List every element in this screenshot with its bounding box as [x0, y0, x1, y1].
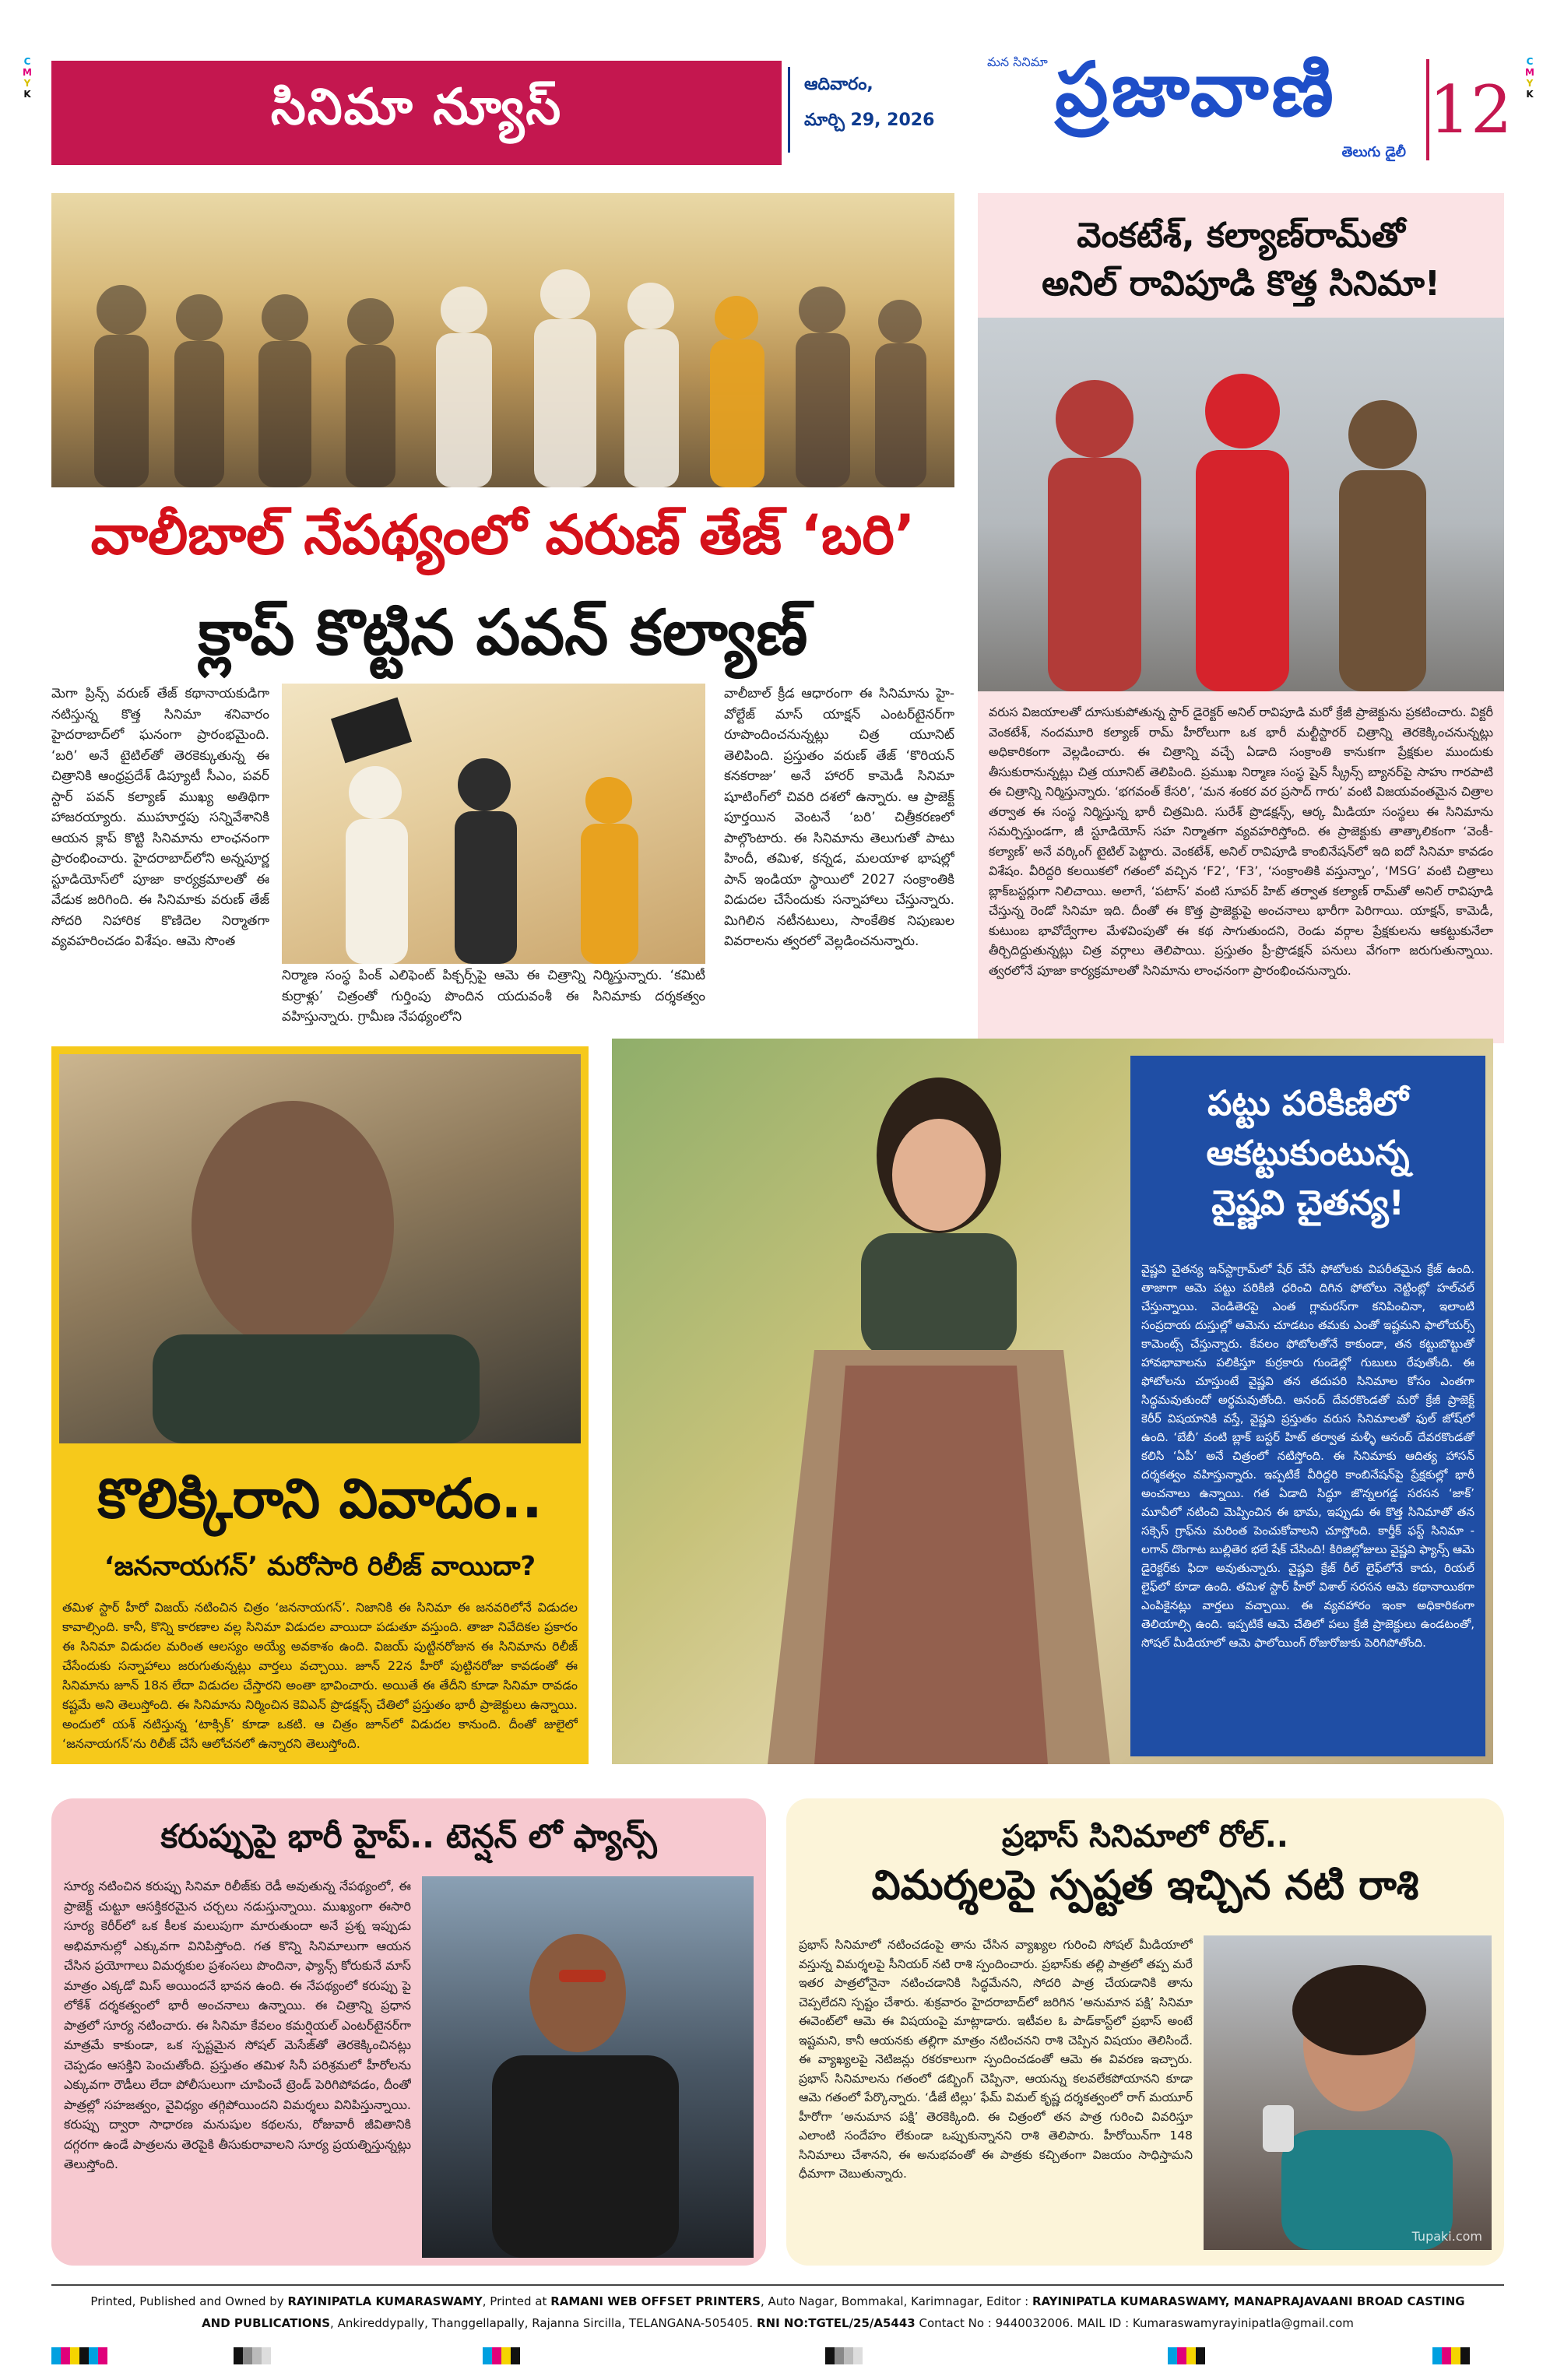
registration-strip-6: [1432, 2347, 1470, 2364]
vijay-body: తమిళ స్టార్ హీరో విజయ్ నటించిన చిత్రం ‘జననాయగన్’. నిజానికి ఈ సినిమా ఈ జనవరిలోనే విడుదల కావాల్సింది. కానీ, కొన్ని కారణాల వల్ల సినిమా విడుదల వాయిదా పడుతూ వస్తుంది. తాజా నివేదికల ప్రకారం ఈ సినిమా విడుదల మరింత ఆలస్యం అయ్యే అవకాశం ఉంది. విజయ్ పుట్టినరోజున ఈ సినిమాను రిలీజ్ చేసేందుకు సన్నాహాలు జరుగుతున్నట్లు వార్తలు వచ్చాయి. జూన్ 22న హీరో పుట్టినరోజు కావడంతో ఈ సినిమాను జూన్ 18న లేదా విడుదల చేస్తారని అంతా భావించారు. అయితే ఈ తేదీని కూడా సినిమా రావడం కష్టమే అని తెలుస్తోంది. ఈ సినిమాను నిర్మించిన కెవిఎన్ ప్రొడక్షన్స్ చేతిలో ప్రస్తుతం భారీ ప్రాజెక్టులు ఉన్నాయి. అందులో యశ్ నటిస్తున్న ‘టాక్సిక్’ కూడా ఒకటి. ఆ చిత్రం జూన్‌లో విడుదల కానుంది. దీంతో జులైలో ‘జననాయగన్’ను రిలీజ్ చేసే ఆలోచనలో ఉన్నారని తెలుస్తోంది.: [62, 1600, 578, 1751]
vaishnavi-body: వైష్ణవి చైతన్య ఇన్‌స్టాగ్రామ్‌లో షేర్ చేసే ఫోటోలకు విపరీతమైన క్రేజ్ ఉంది. తాజాగా ఆమె పట్టు పరికిణి ధరించి దిగిన ఫోటోలు నెట్టింట్లో హల్‌చల్ చేస్తున్నాయి. వెండితెరపై ఎంత గ్లామరస్‌గా కనిపించినా, ఇలాంటి సంప్రదాయ దుస్తుల్లో ఆమెను చూడటం తమకు ఎంతో ఇష్టమని ఫాలోయర్స్ కామెంట్స్ చేస్తున్నారు. కేవలం ఫోటోలతోనే కాకుండా, తన కట్టుబొట్టుతో హావభావాలను పలికిస్తూ కుర్రకారు గుండెల్లో గుబులు రేపుతోంది. ఈ ఫోటోలను చూస్తుంటే వైష్ణవి తన తదుపరి సినిమాల కోసం ఎంతగా సిద్ధమవుతుందో అర్థమవుతోంది. ఆనంద్ దేవరకొండతో మరో క్రేజీ ప్రాజెక్ట్ కెరీర్ విషయానికి వస్తే, వైష్ణవి ప్రస్తుతం వరుస సినిమాలతో ఫుల్ జోష్‌లో ఉంది. ‘బేబీ’ వంటి బ్లాక్ బస్టర్ హిట్ తర్వాత మళ్ళీ ఆనంద్ దేవరకొండతో కలిసి ‘ఏపీ’ అనే చిత్రంలో నటిస్తోంది. ఈ సినిమాకు ఆదిత్య హాసన్ దర్శకత్వం వహిస్తున్నారు. ఇప్పటికే వీరిద్దరి కాంబినేషన్‌పై ప్రేక్షకుల్లో భారీ అంచనాలు ఉన్నాయి. గత ఏడాది సిద్ధూ జొన్నలగడ్డ సరసన ‘జాక్’ మూవీలో నటించి మెప్పించిన ఈ భామ, ఇప్పుడు ఈ కొత్త సినిమాతో తన సక్సెస్ గ్రాఫ్‌ను మరింత పెంచుకోవాలని చూస్తోంది. కార్తీక్ ఫస్ట్ సినిమా - లగాన్ దొంగాట బుల్లితెర భలే షేక్ చేసింది! కిరిజిల్లోజులు వైష్ణవి ఫ్యాన్స్ ఆమె డైరెక్టర్‌కు ఫిదా అవుతున్నారు. వైష్ణవి క్రేజ్ రీల్ లైఫ్‌లోనే కాదు, రియల్ లైఫ్‌లో కూడా ఉంది. తమిళ స్టార్ హీరో విశాల్ సరసన ఆమె కథానాయికగా ఎంపికైనట్లు వార్తలు వచ్చాయి. ఈ వ్యవహారం ఇంకా అధికారికంగా తెలియాల్సి ఉంది. ఇప్పటికే ఆమె చేతిలో పలు క్రేజీ ప్రాజెక్టులు ఉండటంతో, సోషల్ మీడియాలో ఆమె ఫాలోయింగ్ రోజురోజుకు పెరిగిపోతోంది.: [1141, 1262, 1474, 1650]
photo-venkatesh-trio: [978, 318, 1504, 691]
group-silhouettes: [51, 193, 954, 487]
varun-headline-black: క్లాప్ కొట్టిన పవన్ కల్యాణ్: [198, 596, 808, 669]
venkatesh-headline: వెంకటేశ్, కల్యాణ్‌రామ్‌తో అనిల్ రావిపూడి కొత్త సినిమా!: [1042, 216, 1440, 304]
suriya-story-box: [51, 1798, 766, 2266]
clap-scene: [282, 684, 705, 964]
raasi-figure: [1204, 1935, 1492, 2250]
registration-strip-3: [483, 2347, 520, 2364]
photo-clap-moment: [282, 684, 705, 964]
raasi-headline-2: విమర్శలపై స్పష్టత ఇచ్చిన నటి రాశి: [871, 1862, 1419, 1909]
vaishnavi-story-box: [1130, 1056, 1485, 1756]
issue-day: ఆదివారం,: [804, 75, 873, 94]
vijay-story-box: [51, 1046, 589, 1764]
logo-tagline: మన సినిమా: [987, 54, 1048, 69]
logo-name: ప్రజావాణి: [1055, 44, 1337, 133]
vijay-portrait: [59, 1054, 581, 1443]
section-title: సినిమా న్యూస్: [51, 61, 782, 165]
page-number: 12: [1426, 59, 1512, 160]
raasi-headline-1: ప్రభాస్ సినిమాలో రోల్..: [1002, 1819, 1288, 1854]
photo-launch-group: [51, 193, 954, 487]
varun-column-2: వాలీబాల్ క్రీడ ఆధారంగా ఈ సినిమాను హై-వోల్టేజ్ మాస్ యాక్షన్ ఎంటర్‌టైనర్‌గా రూపొందించనున్నట్లు చిత్ర యూనిట్ తెలిపింది. ప్రస్తుతం వరుణ్ తేజ్ ‘కొరియన్ కనకరాజు’ అనే హారర్ కామెడీ సినిమా షూటింగ్‌లో చివరి దశలో ఉన్నారు. ఆ ప్రాజెక్ట్ పూర్తయిన వెంటనే ‘బరి’ చిత్రీకరణలో పాల్గొంటారు. ఈ సినిమాను తెలుగుతో పాటు హిందీ, తమిళ, కన్నడ, మలయాళ భాషల్లో పాన్ ఇండియా స్థాయిలో 2027 సంక్రాంతికి విడుదల చేసేందుకు సన్నాహాలు చేస్తున్నారు. మిగిలిన నటీనటులు, సాంకేతిక నిపుణుల వివరాలను త్వరలో వెల్లడించనున్నారు.: [724, 686, 954, 949]
photo-vijay: [59, 1054, 581, 1443]
photo-credit: Tupaki.com: [1411, 2229, 1482, 2244]
trio-silhouettes: [978, 318, 1504, 691]
cmyk-marker-left: C M Y K: [23, 56, 32, 100]
imprint-line: Printed, Published and Owned by RAYINIPATLA KUMARASWAMY, Printed at RAMANI WEB OFFSET PRINTERS, Auto Nagar, Bommakal, Karimnagar, Editor : RAYINIPATLA KUMARASWAMY, MANAPRAJAVAANI BROAD CASTING AND PUBLICATIONS, Ankireddypally, Thanggellapally, Rajanna Sircilla, TELANGANA-505405. RNI NO:TGTEL/25/A5443 Contact No : 9440032006. MAIL ID : Kumaraswamyrayinipatla@gmail.com: [90, 2294, 1465, 2330]
vaishnavi-headline: పట్టు పరికిణిలో ఆకట్టుకుంటున్న వైష్ణవి చైతన్య!: [1206, 1084, 1410, 1223]
footer-rule: [51, 2284, 1504, 2286]
venkatesh-story-box: [978, 193, 1504, 1043]
vijay-subheadline: ‘జననాయగన్’ మరోసారి రిలీజ్ వాయిదా?: [104, 1551, 536, 1582]
issue-date: మార్చి 29, 2026: [804, 111, 935, 130]
varun-caption-row: నిర్మాణ సంస్థ పింక్ ఎలిఫెంట్ పిక్చర్స్‌పై ఆమె ఈ చిత్రాన్ని నిర్మిస్తున్నారు. ‘కమిటీ కుర్రాళ్లు’ చిత్రంతో గుర్తింపు పొందిన యదువంశీ ఈ సినిమాకు దర్శకత్వం వహిస్తున్నారు. గ్రామీణ నేపథ్యంలోని: [282, 968, 705, 1025]
raasi-story-box: [786, 1798, 1504, 2266]
registration-strip-1: [51, 2347, 107, 2364]
suriya-headline: కరుప్పుపై భారీ హైప్.. టెన్షన్ లో ఫ్యాన్స్: [160, 1817, 657, 1855]
registration-strip-2: [234, 2347, 271, 2364]
suriya-body: సూర్య నటించిన కరుప్పు సినిమా రిలీజ్‌కు రెడీ అవుతున్న నేపథ్యంలో, ఈ ప్రాజెక్ట్ చుట్టూ ఆసక్తికరమైన చర్చలు నడుస్తున్నాయి. ముఖ్యంగా ఈసారి సూర్య కెరీర్‌లో ఒక కీలక మలుపుగా మారుతుందా అనే ప్రశ్న ఇప్పుడు అభిమానుల్లో ఎక్కువగా వినిపిస్తోంది. గత కొన్ని సినిమాలుగా ఆయన చేసిన ప్రయోగాలు విమర్శకుల ప్రశంసలు పొందినా, ఫ్యాన్స్ కోరుకునే మాస్ మాత్రం ఎక్కడో మిస్ అయిందనే భావన ఉంది. ఈ నేపథ్యంలో కరుప్పు పై లోకేశ్ దర్శకత్వంలో భారీ అంచనాలు ఉన్నాయి. ఈ చిత్రాన్ని ప్రధాన పాత్రలో సూర్య నటించారు. ఈ సినిమా కేవలం కమర్షియల్ ఎంటర్‌టైనర్‌గా మాత్రమే కాకుండా, ఒక స్పష్టమైన సోషల్ మెసేజ్‌తో తెరకెక్కించినట్లు చెప్పడం ఆసక్తిని పెంచుతోంది. ప్రస్తుతం తమిళ సినీ పరిశ్రమలో హీరోలను ఎక్కువగా రౌడీలు లేదా పోలీసులుగా చూపించే ట్రెండ్ పెరిగిపోవడం, దీంతో పాత్రల్లో సహజత్వం, వైవిధ్యం తగ్గిపోయిందని విమర్శలు వినిపిస్తున్నాయి. కరుప్పు ద్వారా సాధారణ మనుషుల కథలను, రోజువారీ జీవితానికి దగ్గరగా ఉండే పాత్రలను తెరపైకి తీసుకురావాలని సూర్య ప్రయత్నిస్తున్నట్లు తెలుస్తోంది.: [64, 1879, 411, 2171]
varun-column-1: మెగా ప్రిన్స్ వరుణ్ తేజ్ కథానాయకుడిగా నటిస్తున్న కొత్త సినిమా శనివారం హైదరాబాద్‌లో ఘనంగా ప్రారంభమైంది. ‘బరి’ అనే టైటిల్‌తో తెరకెక్కుతున్న ఈ చిత్రానికి ఆంధ్రప్రదేశ్ డిప్యూటీ సీఎం, పవర్ స్టార్ పవన్ కల్యాణ్ ముఖ్య అతిథిగా హాజరయ్యారు. ముహూర్తపు సన్నివేశానికి ఆయన క్లాప్ కొట్టి సినిమాను లాంఛనంగా ప్రారంభించారు. హైదరాబాద్‌లోని అన్నపూర్ణ స్టూడియోస్‌లో పూజా కార్యక్రమాలతో ఈ వేడుక జరిగింది. ఈ సినిమాకు వరుణ్ తేజ్ సోదరి నిహారిక కొణిదెల నిర్మాతగా వ్యవహరించడం విశేషం. ఆమె సొంత: [51, 686, 269, 949]
cmyk-marker-right: C M Y K: [1525, 56, 1534, 100]
date-box: [788, 67, 956, 153]
suriya-figure: [422, 1876, 754, 2258]
masthead: [788, 44, 1513, 168]
vijay-headline: కొలిక్కిరాని వివాదం..: [97, 1467, 543, 1531]
logo-subtitle: తెలుగు డైలీ: [1341, 144, 1406, 160]
photo-raasi: [1204, 1935, 1492, 2250]
varun-headline-red: వాలీబాల్ నేపథ్యంలో వరుణ్ తేజ్ ‘బరి’: [90, 503, 916, 567]
venkatesh-body: వరుస విజయాలతో దూసుకుపోతున్న స్టార్ డైరెక్టర్ అనిల్ రావిపూడి మరో క్రేజీ ప్రాజెక్టును ప్రకటించారు. విక్టరీ వెంకటేశ్, నందమూరి కల్యాణ్ రామ్ హీరోలుగా ఒక భారీ మల్టీస్టారర్ చిత్రాన్ని తెరకెక్కించనున్నట్లు అధికారికంగా వెల్లడించారు. ఈ చిత్రాన్ని వచ్చే ఏడాది సంక్రాంతి కానుకగా ప్రేక్షకుల ముందుకు తీసుకురానున్నట్లు చిత్ర యూనిట్ తెలిపింది. ప్రముఖ నిర్మాణ సంస్థ షైన్ స్క్రీన్స్ బ్యానర్‌పై సాహు గారపాటి ఈ చిత్రాన్ని నిర్మిస్తున్నారు. ‘భగవంత్ కేసరి’, ‘మన శంకర వర ప్రసాద్ గారు’ వంటి విజయవంతమైన చిత్రాల తర్వాత ఈ సంస్థ నిర్మిస్తున్న భారీ చిత్రమిది. సురేశ్ ప్రొడక్షన్స్, ఆర్క మీడియా సంస్థలు ఈ సినిమాను సమర్పిస్తుండగా, జీ స్టూడియోస్ సహ నిర్మాతగా వ్యవహరిస్తోంది. ఈ ప్రాజెక్టుకు తాత్కాలికంగా ‘వెంకీ-కల్యాణ్’ అనే వర్కింగ్ టైటిల్ పెట్టారు. వెంకటేశ్, అనిల్ రావిపూడి కాంబినేషన్‌లో ఇది ఐదో సినిమా కావడం విశేషం. వీరిద్దరి కలయికలో గతంలో వచ్చిన ‘F2’, ‘F3’, ‘సంక్రాంతికి వస్తున్నాం’, ‘MSG’ వంటి చిత్రాలు బ్లాక్‌బస్టర్లుగా నిలిచాయి. అలాగే, ‘పటాస్’ వంటి సూపర్ హిట్ తర్వాత కల్యాణ్ రామ్‌తో అనిల్ రావిపూడి చేస్తున్న రెండో సినిమా ఇది. దీంతో ఈ కొత్త ప్రాజెక్టుపై అంచనాలు భారీగా పెరిగాయి. యాక్షన్, కామెడీ, కుటుంబ భావోద్వేగాల మేళవింపుతో ఈ కథ సాగుతుందని, రెండు వర్గాల ప్రేక్షకులను ఆకట్టుకునేలా తీర్చిదిద్దుతున్నట్లు చిత్ర వర్గాలు తెలిపాయి. ప్రస్తుతం ప్రీ-ప్రొడక్షన్ పనులు వేగంగా జరుగుతున్నాయి. త్వరలోనే పూజా కార్యక్రమాలతో సినిమాను లాంఛనంగా ప్రారంభించనున్నారు.: [989, 705, 1493, 978]
registration-strip-5: [1168, 2347, 1205, 2364]
raasi-body: ప్రభాస్ సినిమాలో నటించడంపై తాను చేసిన వ్యాఖ్యల గురించి సోషల్ మీడియాలో వస్తున్న విమర్శలపై సీనియర్ నటి రాశి స్పందించారు. ప్రభాస్‌కు తల్లి పాత్రలో తప్ప మరే ఇతర పాత్రలోనైనా నటించడానికి సిద్ధమేనని, సోదరి పాత్ర చేయడానికి తాను చెప్పలేదని స్పష్టం చేశారు. శుక్రవారం హైదరాబాద్‌లో జరిగిన ‘అనుమాన పక్షి’ సినిమా ఈవెంట్‌లో ఆమె ఈ విషయంపై మాట్లాడారు. ఇటీవల ఓ పాడ్‌కాస్ట్‌లో ప్రభాస్ అంటే ఇష్టమని, కానీ ఆయనకు తల్లిగా మాత్రం నటించనని రాశి చెప్పిన విషయం తెలిసిందే. ఈ వ్యాఖ్యలపై నెటిజన్లు రకరకాలుగా స్పందించడంతో ఆమె ఈ వివరణ ఇచ్చారు. ప్రభాస్ సినిమాలను గతంలో డబ్బింగ్ చెప్పినా, ఆయన్ను కలవలేకపోయానని కూడా ఆమె గతంలో పేర్కొన్నారు. ‘డీజే టిల్లు’ ఫేమ్ విమల్ కృష్ణ దర్శకత్వంలో రాగ్ మయూర్ హీరోగా ‘అనుమాన పక్షి’ తెరకెక్కింది. ఈ చిత్రంలో తన పాత్ర గురించి వివరిస్తూ ఎలాంటి సందేహం లేకుండా ఒప్పుకున్నానని రాశి తెలిపారు. హీరోయిన్‌గా 148 సినిమాలు చేశానని, ఈ అనుభవంతో ఈ పాత్రకు కచ్చితంగా విజయం సాధిస్తామని ధీమాగా చెబుతున్నారు.: [799, 1938, 1193, 2181]
registration-strip-4: [825, 2347, 863, 2364]
photo-suriya: [422, 1876, 754, 2258]
newspaper-logo: [978, 44, 1414, 168]
